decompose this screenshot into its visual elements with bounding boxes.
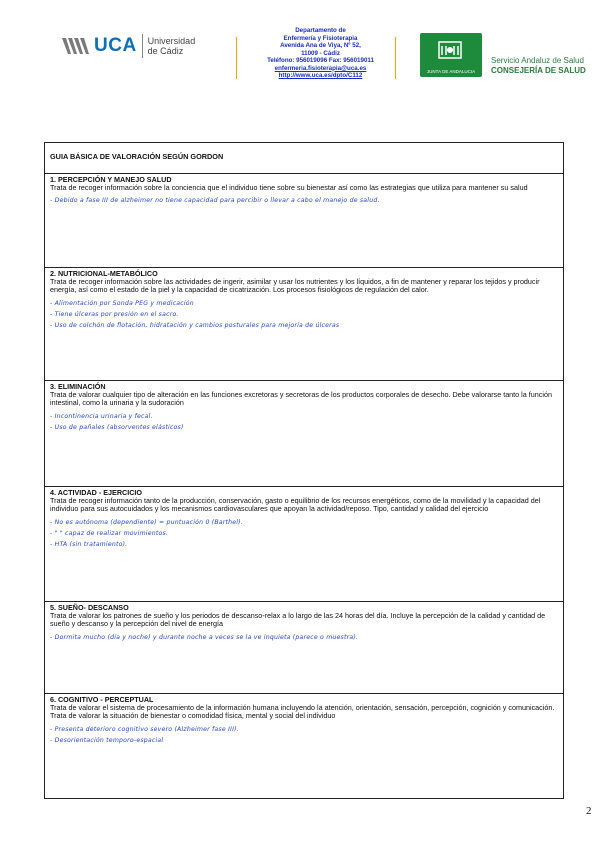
handwritten-note: - Uso de pañales (absorventes elásticos) [50, 423, 184, 431]
junta-label: JUNTA DE ANDALUCIA [426, 69, 476, 74]
header-divider-right [395, 37, 396, 79]
section-description: Trata de valorar los patrones de sueño y los periodos de descanso-relax a lo largo de las 24 horas del día. Incluye la percepción de la calidad y cantidad de sueño y descanso y la percepción del nivel de energía [50, 611, 546, 629]
sas-logo-text [491, 56, 599, 76]
handwritten-notes [50, 195, 558, 206]
section-actividad [45, 487, 563, 602]
handwritten-note: - Incontinencia urinaria y fecal. [50, 412, 153, 420]
page-number: 2 [586, 805, 592, 817]
uca-name-line2: de Cádiz [147, 46, 184, 56]
handwritten-note: - Desorientación temporo-espacial [50, 736, 164, 744]
handwritten-notes [50, 517, 558, 550]
gordon-assessment-table [44, 142, 564, 799]
section-cognitivo [45, 694, 563, 798]
dept-line: Enfermería y Fisioterapia [283, 34, 358, 42]
handwritten-notes [50, 411, 558, 433]
handwritten-note: - Tiene úlceras por presión en el sacro. [50, 310, 179, 318]
handwritten-notes [50, 298, 558, 331]
section-description: Trata de valorar cualquier tipo de alteración en las funciones excretoras y secretoras de los productos corporales de desecho. Debe valorarse tanto la función intestinal, como la urinaria y la sudoración [50, 390, 552, 408]
sas-line1: Servicio Andaluz de Salud [491, 56, 584, 65]
section-nutricional [45, 268, 563, 381]
dept-email-link[interactable]: enfermeria.fisioterapia@uca.es [274, 64, 367, 72]
section-description: Trata de recoger información sobre la conciencia que el individuo tiene sobre su bienestar así como las estrategias que utiliza para mantener su salud [50, 183, 528, 192]
document-title: GUIA BÁSICA DE VALORACIÓN SEGÚN GORDON [50, 152, 224, 161]
handwritten-note: - No es autónoma (dependiente) = puntuación 0 (Barthel). [50, 518, 243, 526]
table-title-row [45, 143, 563, 174]
handwritten-notes [50, 724, 558, 746]
section-eliminacion [45, 381, 563, 487]
section-heading: 2. NUTRICIONAL-METABÓLICO [50, 269, 158, 278]
dept-line: 11009 - Cádiz [301, 49, 340, 57]
section-percepcion [45, 174, 563, 268]
dept-url-link[interactable]: http://www.uca.es/dpto/C112 [278, 72, 363, 79]
section-sueno [45, 602, 563, 694]
dept-line: Departamento de [295, 27, 346, 34]
junta-andalucia-logo [420, 33, 482, 77]
section-heading: 5. SUEÑO- DESCANSO [50, 603, 129, 612]
uca-name-line1: Universidad [147, 36, 196, 46]
section-heading: 4. ACTIVIDAD - EJERCICIO [50, 488, 142, 497]
section-heading: 3. ELIMINACIÓN [50, 382, 106, 391]
handwritten-note: - Debido a fase III de alzheimer no tiene capacidad para percibir o llevar a cabo el manejo de salud. [50, 197, 380, 205]
section-description: Trata de valorar el sistema de procesamiento de la información humana incluyendo la atención, orientación, sensación, percepción, cognición y comunicación. Trata de valorar la situación de bienestar o comodidad física, mental y social del individuo [50, 703, 555, 721]
department-address [248, 27, 393, 80]
uca-logo-text: UCA [94, 35, 137, 56]
section-heading: 6. COGNITIVO - PERCEPTUAL [50, 695, 154, 704]
dept-line: Avenida Ana de Viya, Nº 52, [280, 42, 361, 49]
handwritten-note: - " " capaz de realizar movimientos. [50, 529, 169, 537]
dept-line: Teléfono: 956019096 Fax: 956019011 [267, 57, 374, 64]
handwritten-note: - Dormita mucho (día y noche) y durante noche a veces se la ve inquieta (parece o muestra). [50, 633, 359, 641]
handwritten-note: - Alimentación por Sonda PEG y medicación [50, 299, 194, 307]
sas-line2: CONSEJERÍA DE SALUD [491, 66, 586, 75]
section-description: Trata de recoger información sobre las actividades de ingerir, asimilar y usar los nutrientes y los líquidos, a fin de mantener y reparar los tejidos y producir energía, así como el estado de la piel y la capacidad de cicatrización. Los procesos fisiológicos de regulación del calor. [50, 277, 540, 295]
handwritten-note: - Uso de colchón de flotación, hidratación y cambios posturales para mejoría de úlceras [50, 321, 340, 329]
handwritten-note: - Presenta deterioro cognitivo severo (Alzheimer fase III). [50, 725, 239, 733]
header-divider-left [236, 37, 237, 79]
uca-divider [142, 34, 143, 58]
handwritten-notes [50, 632, 558, 643]
uca-emblem-icon [60, 34, 92, 58]
section-heading: 1. PERCEPCIÓN Y MANEJO SALUD [50, 175, 172, 184]
handwritten-note: - HTA (sin tratamiento). [50, 540, 128, 548]
uca-logo [60, 33, 215, 59]
uca-university-name [148, 36, 196, 56]
section-description: Trata de recoger información tanto de la producción, conservación, gasto o equilibrio de los recursos energéticos, como de la movilidad y la capacidad del individuo para sus autocuidados y los mecanismos cardiovasculares que apoyan la actividad/reposo. Tipo, cantidad y calidad del ejercicio [50, 496, 541, 514]
junta-emblem-icon [435, 39, 465, 63]
